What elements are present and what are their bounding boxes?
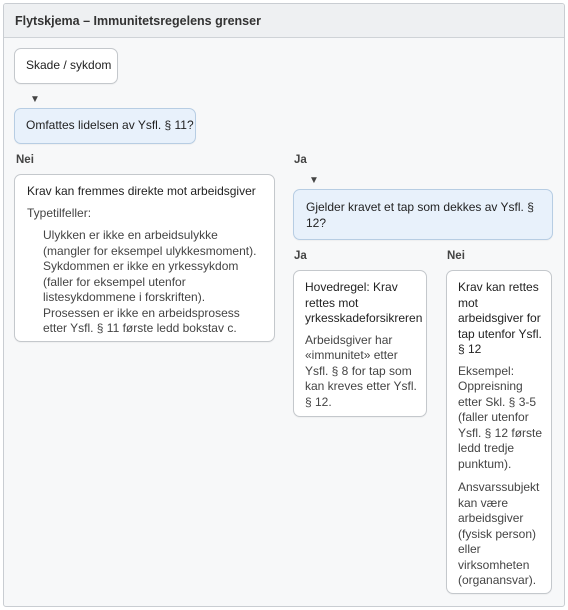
question-node-2 bbox=[293, 189, 553, 240]
branch-no-label: Nei bbox=[16, 154, 34, 166]
outcome-direct-claim-title: Krav kan fremmes direkte mot arbeidsgiver bbox=[27, 184, 256, 198]
arrow-down-icon: ▼ bbox=[309, 175, 319, 186]
question-2-text: Gjelder kravet et tap som dekkes av Ysfl. § 12? bbox=[306, 200, 534, 230]
outcome-employer bbox=[446, 270, 552, 594]
outcome-employer-title: Krav kan rettes mot arbeidsgiver for tap utenfor Ysfl. § 12 bbox=[458, 280, 542, 356]
outcome-insurer bbox=[293, 270, 427, 417]
branch-yes-yes-label: Ja bbox=[294, 250, 307, 262]
branch-yes-label: Ja bbox=[294, 154, 307, 166]
outcome-insurer-body: Arbeidsgiver har «immunitet» etter Ysfl. § 8 for tap som kan kreves etter Ysfl. § 12. bbox=[305, 332, 417, 409]
panel-title: Flytskjema – Immunitetsregelens grenser bbox=[15, 13, 261, 28]
outcome-insurer-title: Hovedregel: Krav rettes mot yrkesskadeforsikreren bbox=[305, 280, 423, 325]
question-node-1 bbox=[14, 108, 196, 144]
list-item: Prosessen er ikke en arbeidsprosess etter Ysfl. § 11 første ledd bokstav c. bbox=[43, 305, 240, 335]
outcome-employer-subject: Ansvarssubjekt kan være arbeidsgiver (fysisk person) eller virksomheten (organansvar). bbox=[458, 480, 540, 587]
list-item: Ulykken er ikke en arbeidsulykke (mangler for eksempel ulykkesmoment). bbox=[43, 228, 257, 258]
outcome-direct-claim-subtitle: Typetilfeller: bbox=[27, 205, 92, 220]
panel-header bbox=[4, 4, 564, 38]
arrow-down-icon: ▼ bbox=[30, 94, 40, 105]
outcome-direct-claim bbox=[14, 174, 275, 342]
typical-cases-list bbox=[27, 228, 264, 337]
start-node-label: Skade / sykdom bbox=[26, 58, 112, 73]
flowchart-panel bbox=[3, 3, 565, 607]
branch-yes-no-label: Nei bbox=[447, 250, 465, 262]
outcome-employer-example: Eksempel: Oppreisning etter Skl. § 3-5 (faller utenfor Ysfl. § 12 første ledd tredje punktum). bbox=[458, 363, 543, 471]
question-1-text: Omfattes lidelsen av Ysfl. § 11? bbox=[26, 118, 194, 133]
list-item: Sykdommen er ikke en yrkessykdom (faller for eksempel utenfor listesykdommene i forskriften). bbox=[43, 259, 239, 304]
start-node bbox=[14, 48, 118, 84]
